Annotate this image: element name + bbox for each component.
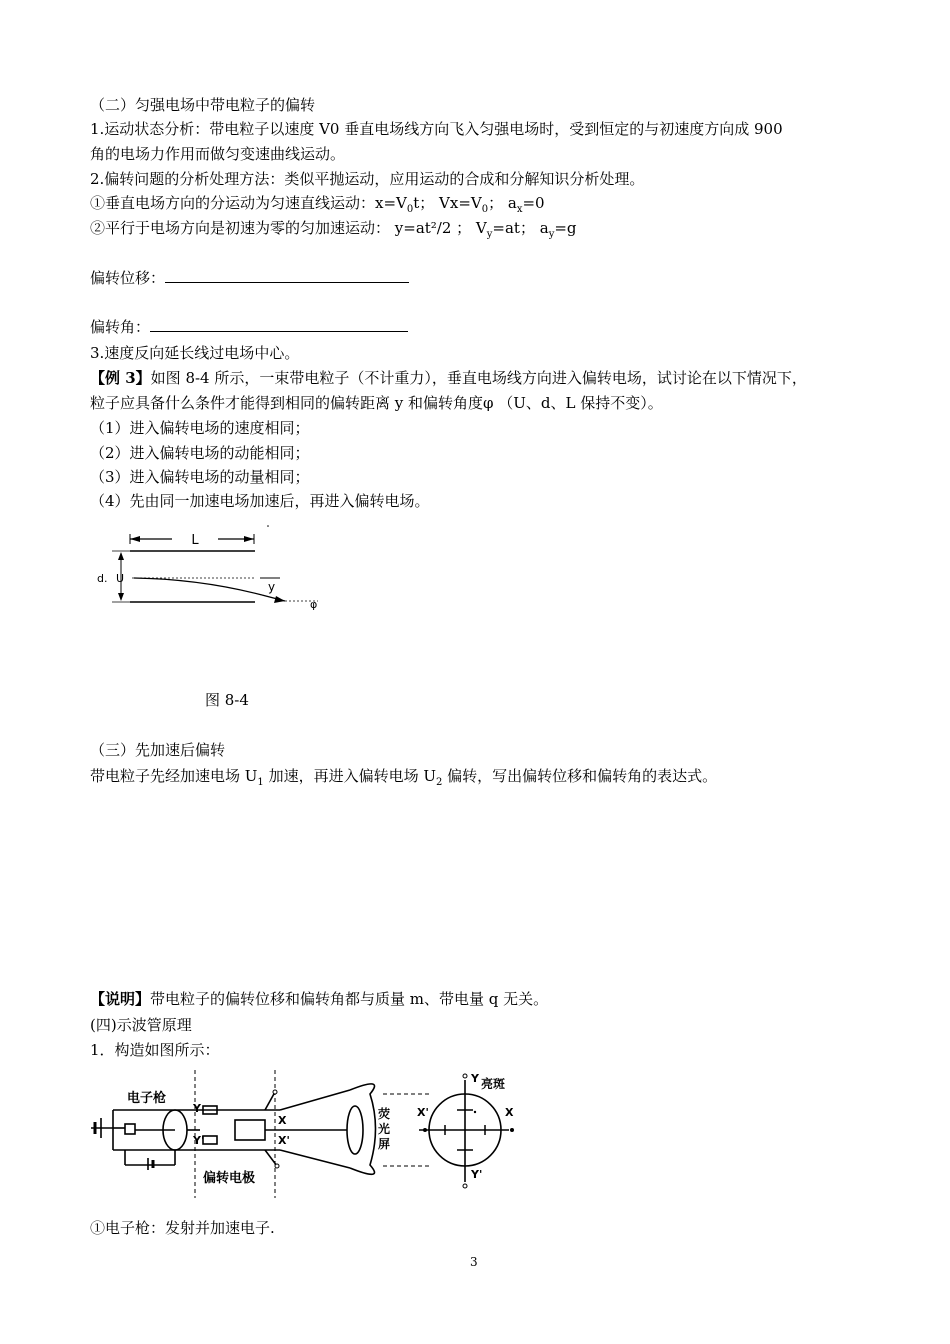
screen-label-3: 屏 bbox=[378, 1137, 391, 1151]
paragraph-1-line-1: 1.运动状态分析：带电粒子以速度 V0 垂直电场线方向飞入匀强电场时，受到恒定的与初速度方向成 900 bbox=[90, 120, 783, 138]
parallel-motion-formula: ②平行于电场方向是初速为零的匀加速运动： y=at²/2 ； $V_y=at$； $a_y=g$ bbox=[90, 219, 577, 240]
deflection-angle-line: 偏转角： bbox=[90, 317, 408, 337]
perpendicular-motion-formula: ①垂直电场方向的分运动为匀速直线运动：$x=V_0t$； $Vx=V_0$； $a_x=0$ bbox=[90, 194, 545, 215]
page-number: 3 bbox=[470, 1255, 478, 1269]
blank-underline bbox=[165, 268, 409, 283]
plate-X-label: X bbox=[278, 1114, 287, 1127]
screen-Xp-label: X' bbox=[417, 1106, 429, 1119]
plate-Y-label: Y bbox=[193, 1102, 201, 1115]
electron-gun-label: 电子枪 bbox=[127, 1091, 167, 1106]
bright-spot-label: 亮斑 bbox=[481, 1077, 506, 1091]
figure-8-4-deflection-field bbox=[90, 522, 340, 622]
paragraph-3: 3.速度反向延长线过电场中心。 bbox=[90, 344, 300, 362]
note-line: 【说明】带电粒子的偏转位移和偏转角都与质量 m、带电量 q 无关。 bbox=[90, 990, 549, 1008]
screen-Yp-label: Y' bbox=[471, 1168, 483, 1181]
plate-Xp-label: X' bbox=[278, 1134, 290, 1147]
example-3-item-3: （3）进入偏转电场的动量相同； bbox=[90, 468, 310, 486]
displacement-y-label: y bbox=[268, 580, 276, 594]
example-3-item-2: （2）进入偏转电场的动能相同； bbox=[90, 444, 310, 462]
example-3-item-1: （1）进入偏转电场的速度相同； bbox=[90, 419, 310, 437]
paragraph-1-line-2: 角的电场力作用而做匀变速曲线运动。 bbox=[90, 145, 346, 163]
blank-underline bbox=[150, 317, 408, 332]
section-2-heading: （二）匀强电场中带电粒子的偏转 bbox=[90, 96, 316, 114]
screen-label-1: 荧 bbox=[378, 1107, 391, 1121]
plate-gap-label: d. bbox=[97, 572, 108, 585]
oscilloscope-tube-diagram bbox=[85, 1070, 525, 1198]
deflection-displacement-line: 偏转位移： bbox=[90, 268, 409, 288]
figure-8-4-caption: 图 8-4 bbox=[205, 691, 249, 709]
screen-label-2: 光 bbox=[378, 1122, 391, 1136]
deflection-plates-label: 偏转电极 bbox=[203, 1171, 256, 1186]
section-4-construction: 1．构造如图所示： bbox=[90, 1041, 220, 1059]
section-4-heading: (四)示波管原理 bbox=[90, 1016, 192, 1034]
length-label: L bbox=[191, 533, 199, 548]
voltage-label: U bbox=[116, 572, 125, 585]
example-3-line-1: 【例 3】如图 8-4 所示，一束带电粒子（不计重力），垂直电场线方向进入偏转电场，试讨论在以下情况下， bbox=[90, 369, 807, 387]
plate-Yp-label: Y' bbox=[193, 1134, 205, 1147]
example-3-item-4: （4）先由同一加速电场加速后，再进入偏转电场。 bbox=[90, 492, 430, 510]
paragraph-2: 2.偏转问题的分析处理方法：类似平抛运动，应用运动的合成和分解知识分析处理。 bbox=[90, 170, 645, 188]
screen-X-label: X bbox=[505, 1106, 514, 1119]
screen-Y-label: Y bbox=[471, 1072, 479, 1085]
section-3-question: 带电粒子先经加速电场 $U_1$ 加速，再进入偏转电场 $U_2$ 偏转，写出偏转位移和偏转角的表达式。 bbox=[90, 767, 718, 788]
angle-phi-label: φ bbox=[310, 598, 318, 611]
electron-gun-item: ①电子枪：发射并加速电子. bbox=[90, 1219, 275, 1237]
example-3-line-2: 粒子应具备什么条件才能得到相同的偏转距离 y 和偏转角度φ （U、d、L 保持不变）。 bbox=[90, 394, 663, 412]
section-3-heading: （三）先加速后偏转 bbox=[90, 741, 226, 759]
